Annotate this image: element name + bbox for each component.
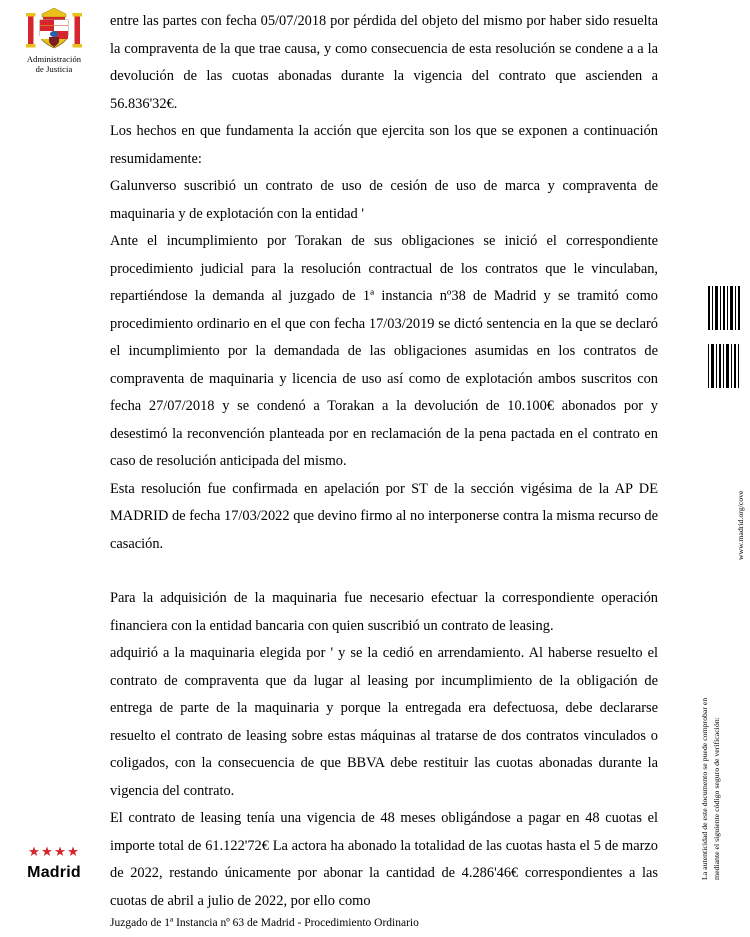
paragraph-spacer [110,558,658,585]
left-margin-column [0,0,108,937]
paragraph: Los hechos en que fundamenta la acción que ejercita son los que se exponen a continuación resumidamente: [110,123,658,167]
paragraph: El contrato de leasing tenía una vigencia de 48 meses obligándose a pagar en 48 cuotas el importe total de 61.122'72€ La actora ha abonado la totalidad de las cuotas hasta el 5 de marzo de 2022, restando únicamente por abonar la cantidad de 4.286'46€ correspondientes a las cuotas de abril a julio de 2022, por ello como [110,810,658,909]
paragraph: Para la adquisición de la maquinaria fue necesario efectuar la correspondiente operación financiera con la entidad bancaria con quien suscribió un contrato de leasing. [110,590,658,634]
four-stars-icon [28,845,80,861]
verification-text-block [700,0,750,937]
emblem-block [0,6,108,74]
verification-url-text: www.madrid.org/cove [736,490,745,560]
spain-coat-of-arms-icon [25,6,83,52]
verification-url [736,0,750,560]
madrid-logo [0,845,108,882]
emblem-label-line2: de Justicia [35,64,73,74]
emblem-label [0,54,108,74]
paragraph: entre las partes con fecha 05/07/2018 por pérdida del objeto del mismo por haber sido resuelta la compraventa de la que trae causa, y como consecuencia de esta resolución se condene a a la devolución de las cuotas abonadas durante la vigencia del contrato que ascienden a 56.836'32€. [110,13,658,112]
verification-line-1-text: La autenticidad de este documento se puede comprobar en [700,697,709,880]
paragraph: Esta resolución fue confirmada en apelación por ST de la sección vigésima de la AP DE MADRID de fecha 17/03/2022 que devino firmo al no interponerse contra la misma recurso de casación. [110,480,658,552]
paragraph: Galunverso suscribió un contrato de uso de cesión de uso de marca y compraventa de maquinaria y de explotación con la entidad ' [110,178,658,222]
page-footer: Juzgado de 1ª Instancia nº 63 de Madrid - Procedimiento Ordinario [110,917,419,929]
paragraph: adquirió a la maquinaria elegida por ' y se la cedió en arrendamiento. Al haberse resuelto el contrato de compraventa que da lugar al leasing por incumplimiento de la obligación de entrega de parte de la maquinaria y porque la entregada era defectuosa, debe declararse resuelto el contrato de leasing sobre estas máquinas al tratarse de dos contratos vinculados o coligados, con la consecuencia de que BBVA debe restituir las cuotas abonadas durante la vigencia del contrato. [110,645,658,799]
paragraph: Ante el incumplimiento por Torakan de sus obligaciones se inició el correspondiente procedimiento judicial para la resolución contractual de los contratos que le vinculaban, repartiéndose la demanda al juzgado de 1ª instancia nº38 de Madrid y se tramitó como procedimiento ordinario en el que con fecha 17/03/2019 se dictó sentencia en la que se declaró el incumplimiento por la demandada de las obligaciones asumidas en los contratos de compraventa de maquinaria y licencia de uso así como de explotación ambos suscritos con fecha 27/07/2018 y se condenó a Torakan a la devolución de 10.100€ abonados por y desestimó la reconvención planteada por en reclamación de la pena pactada en el contrato en caso de resolución anticipada del mismo. [110,233,658,469]
madrid-wordmark: Madrid [27,864,81,881]
emblem-label-line1: Administración [26,54,82,64]
document-body [110,8,658,915]
right-margin-column [700,0,750,937]
verification-line-2-text: mediante el siguiente código seguro de verificación: [712,717,721,880]
